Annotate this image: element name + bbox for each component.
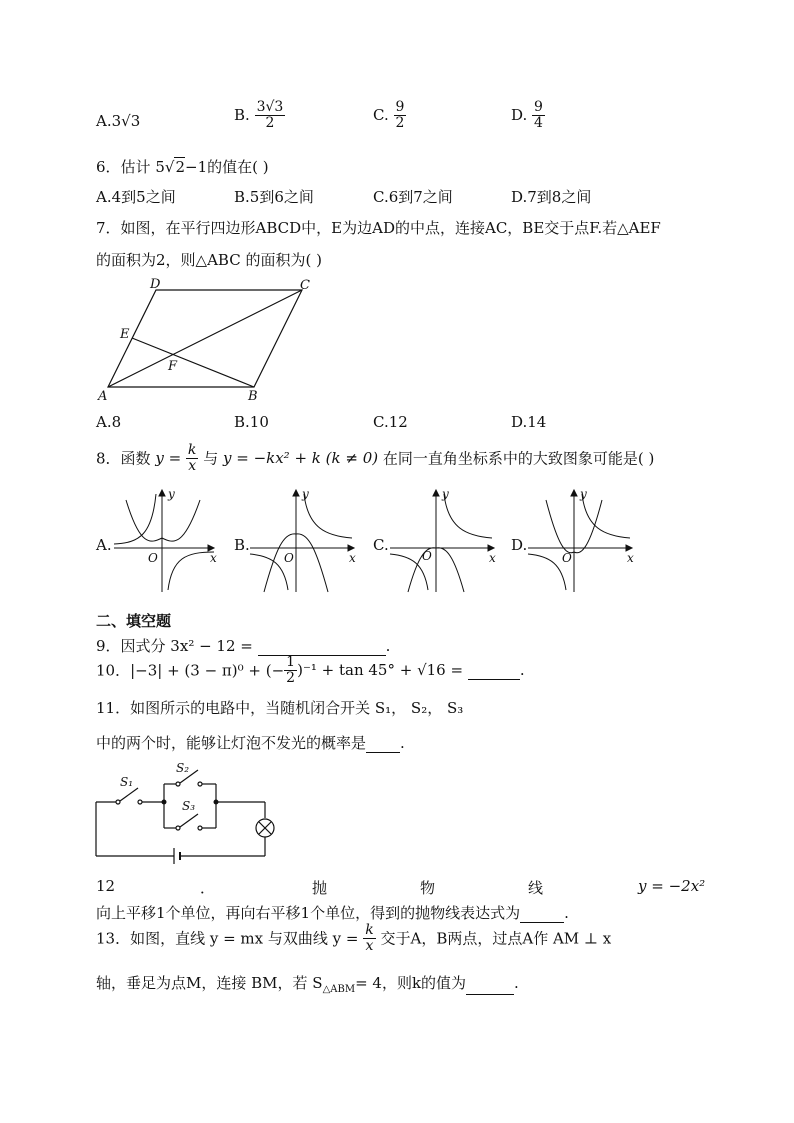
label-s2: S₂	[176, 761, 190, 775]
q5-option-b: B. $\frac{3√3}{2}$	[234, 99, 284, 131]
label-d: D	[150, 277, 161, 292]
q12-part-pao: 抛	[312, 879, 328, 897]
svg-text:O: O	[562, 551, 572, 565]
q11-circuit-figure	[90, 758, 290, 868]
q7-stem-line1: 7．如图，在平行四边形ABCD中，E为边AD的中点，连接AC，BE交于点F.若△AEF	[96, 219, 661, 237]
q12-part-num: 12	[96, 877, 116, 895]
label-c: C	[300, 278, 310, 293]
label-b: B	[248, 389, 258, 404]
q13-stem-line1: 13．如图，直线 y = mx 与双曲线 y = $\frac{k}{x}$ 交于A，B两点，过点A作 AM ⊥ x	[96, 922, 612, 954]
svg-text:y: y	[442, 487, 449, 501]
q8-graph-d	[524, 486, 639, 596]
q6-option-a: A.4到5之间	[96, 188, 176, 206]
q11-stem-line2: 中的两个时，能够让灯泡不发光的概率是 .	[96, 734, 405, 752]
q7-stem-line2: 的面积为2，则△ABC 的面积为( )	[96, 251, 322, 269]
q13-answer-blank[interactable]	[466, 976, 514, 995]
svg-text:y: y	[168, 487, 175, 501]
q7-option-b: B.10	[234, 413, 269, 431]
svg-text:x: x	[349, 551, 356, 565]
label-s1: S₁	[120, 775, 134, 789]
q12-part-xian: 线	[528, 879, 544, 897]
q8-option-b-label: B.	[234, 536, 250, 554]
q8-stem: 8．函数 y = $\frac{k}{x}$ 与 y = −kx² + k (k ≠ 0) 在同一直角坐标系中的大致图象可能是( )	[96, 442, 655, 474]
q10-answer-blank[interactable]	[468, 661, 520, 680]
segment-be	[132, 338, 254, 387]
q8-graph-c	[386, 486, 501, 596]
q12-part-expr: y = −2x²	[638, 877, 706, 895]
label-a: A	[98, 389, 108, 404]
q8-graph-b	[246, 486, 361, 596]
q5-option-d: D. $\frac{9}{4}$	[511, 99, 543, 131]
label-f: F	[168, 359, 178, 374]
q12-stem-line2: 向上平移1个单位，再向右平移1个单位，得到的抛物线表达式为 .	[96, 904, 569, 922]
svg-text:O: O	[422, 549, 432, 563]
q8-option-a-label: A.	[96, 536, 112, 554]
segment-ac	[108, 290, 302, 387]
q12-part-wu: 物	[420, 879, 436, 897]
q13-stem-line2: 轴，垂足为点M，连接 BM，若 $S_{\triangle ABM}= 4$，则k的值为 .	[96, 974, 519, 995]
section-title-fill-in: 二、填空题	[96, 612, 172, 630]
q5-option-a-value: 3√3	[111, 112, 141, 130]
svg-text:O: O	[148, 551, 158, 565]
svg-text:x: x	[489, 551, 496, 565]
q8-graph-a	[110, 486, 225, 596]
q7-option-c: C.12	[373, 413, 408, 431]
svg-text:y: y	[302, 487, 309, 501]
svg-text:x: x	[210, 551, 217, 565]
q6-option-d: D.7到8之间	[511, 188, 592, 206]
q5-option-a: A.3√3	[96, 112, 141, 130]
q12-answer-blank[interactable]	[520, 904, 564, 923]
q11-answer-blank[interactable]	[366, 734, 400, 753]
label-e: E	[120, 327, 130, 342]
q8-option-d-label: D.	[511, 536, 528, 554]
label-s3: S₃	[182, 799, 196, 813]
q6-option-c: C.6到7之间	[373, 188, 453, 206]
q7-option-d: D.14	[511, 413, 547, 431]
q8-option-c-label: C.	[373, 536, 389, 554]
svg-text:O: O	[284, 551, 294, 565]
q9-stem: 9．因式分 3x² − 12 = .	[96, 637, 391, 655]
q6-option-b: B.5到6之间	[234, 188, 314, 206]
q11-stem-line1: 11．如图所示的电路中，当随机闭合开关 S₁， S₂， S₃	[96, 699, 464, 717]
q5-option-c: C. $\frac{9}{2}$	[373, 99, 405, 131]
q10-stem: 10．|−3| + (3 − π)⁰ + (− $\frac{1}{2}$ )⁻¹ + tan 45° + √16 = .	[96, 654, 525, 686]
q9-answer-blank[interactable]	[258, 637, 386, 656]
q6-stem: 6．估计 5√2−1的值在( )	[96, 158, 269, 176]
q7-option-a: A.8	[96, 413, 122, 431]
q12-part-dot: ．	[200, 879, 216, 897]
svg-text:x: x	[627, 551, 634, 565]
svg-text:y: y	[580, 487, 587, 501]
q7-parallelogram-figure	[90, 276, 330, 406]
